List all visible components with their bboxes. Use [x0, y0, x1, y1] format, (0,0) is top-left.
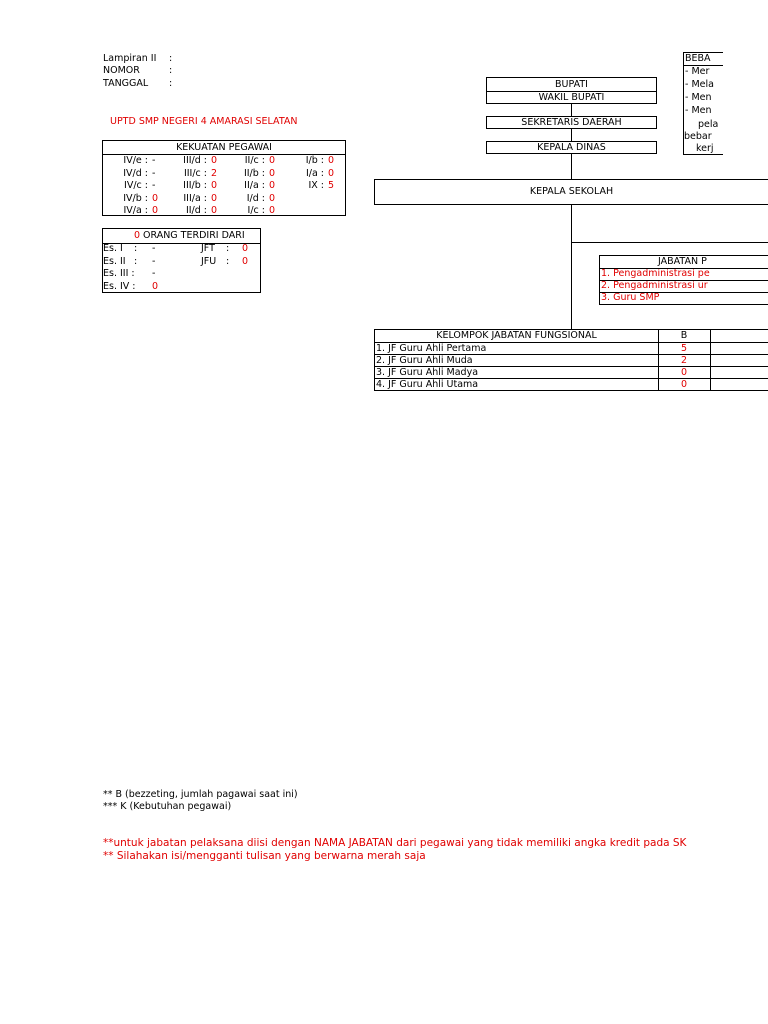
- kekuatan-grade-label: III/a :: [183, 192, 207, 204]
- bupati-box: [486, 77, 657, 104]
- orang-es-colon: :: [134, 243, 138, 254]
- orang-table: [102, 228, 261, 293]
- kekuatan-grade-label: IV/d :: [123, 167, 148, 179]
- fungsional-row-name: 2. JF Guru Ahli Muda: [376, 355, 473, 366]
- fungsional-row-name: 4. JF Guru Ahli Utama: [376, 379, 479, 390]
- kekuatan-grade-value: 0: [269, 180, 276, 191]
- jft-colon: :: [226, 243, 230, 254]
- orang-es-value: -: [152, 243, 156, 254]
- unit-name: UPTD SMP NEGERI 4 AMARASI SELATAN: [110, 116, 298, 127]
- kekuatan-grade-label: I/b :: [305, 155, 324, 166]
- connector-sekda-kadis: [571, 129, 572, 141]
- orang-es-label: Es. II: [103, 255, 126, 267]
- fungsional-row-b-value: 0: [681, 379, 688, 390]
- kekuatan-grade-value: 0: [211, 192, 218, 204]
- kekuatan-grade-label: IX :: [308, 180, 324, 191]
- kekuatan-title: KEKUATAN PEGAWAI: [103, 141, 345, 155]
- beban-line-3: - Men: [685, 92, 712, 103]
- kekuatan-grade-value: 0: [328, 167, 335, 179]
- kekuatan-grade-value: 0: [269, 155, 276, 166]
- kekuatan-grade-value: 0: [211, 155, 218, 166]
- beban-title: BEBA: [684, 53, 723, 66]
- fungsional-row: [375, 366, 768, 378]
- kekuatan-grade-value: 2: [211, 167, 218, 179]
- orang-es-label: Es. III :: [103, 268, 135, 279]
- jfu-colon: :: [226, 256, 230, 267]
- orang-es-value: -: [152, 268, 156, 279]
- orang-es-label: Es. IV :: [103, 280, 136, 292]
- kekuatan-grade-label: IV/b :: [123, 192, 148, 204]
- kekuatan-grade-label: I/a :: [305, 167, 324, 179]
- beban-line-2: - Mela: [685, 79, 714, 90]
- kekuatan-grade-label: I/c :: [247, 205, 265, 216]
- kekuatan-grade-label: IV/e :: [123, 155, 148, 166]
- orang-es-label: Es. I: [103, 243, 123, 254]
- beban-line-4: - Men: [685, 105, 712, 116]
- kekuatan-grade-value: -: [152, 167, 156, 179]
- connector-kepsek-pelaksana: [571, 242, 768, 243]
- kepala-sekolah-label: KEPALA SEKOLAH: [529, 186, 614, 197]
- orang-count: 0: [134, 230, 141, 241]
- fungsional-row-name: 3. JF Guru Ahli Madya: [376, 367, 479, 378]
- kekuatan-grade-value: -: [152, 155, 156, 166]
- wakil-bupati-label: WAKIL BUPATI: [538, 92, 605, 103]
- kepala-dinas-label: KEPALA DINAS: [537, 142, 606, 153]
- connector-bupati-sekda: [571, 104, 572, 116]
- kekuatan-grade-label: I/d :: [246, 192, 265, 204]
- orang-es-value: 0: [152, 280, 159, 292]
- kekuatan-grade-value: 0: [211, 205, 218, 216]
- kekuatan-grade-value: 0: [269, 205, 276, 216]
- kekuatan-grade-value: 0: [328, 155, 335, 166]
- orang-es-colon: :: [134, 255, 138, 267]
- note-red-2: ** Silahakan isi/mengganti tulisan yang berwarna merah saja: [103, 850, 426, 862]
- kekuatan-grade-value: 0: [269, 192, 276, 204]
- beban-line-7: kerj: [696, 143, 714, 154]
- connector-kepsek-down: [571, 205, 572, 329]
- fungsional-row-b-value: 0: [681, 367, 688, 378]
- note-b: ** B (bezzeting, jumlah pagawai saat ini): [103, 789, 298, 800]
- sekretaris-label: SEKRETARIS DAERAH: [521, 117, 622, 128]
- beban-line-5: pela: [698, 119, 719, 130]
- jfu-label: JFU: [201, 256, 217, 267]
- jfu-value: 0: [242, 256, 249, 267]
- kekuatan-grade-value: 0: [211, 180, 218, 191]
- nomor-colon: :: [169, 65, 173, 76]
- kekuatan-grade-value: 0: [152, 192, 159, 204]
- note-k: *** K (Kebutuhan pegawai): [103, 801, 232, 812]
- kekuatan-grade-value: 5: [328, 180, 335, 191]
- nomor-label: NOMOR: [103, 65, 140, 76]
- fungsional-row: [375, 342, 768, 354]
- lampiran-colon: :: [169, 53, 173, 64]
- beban-box: [683, 52, 723, 155]
- connector-kadis-kepsek: [571, 154, 572, 179]
- orang-es-value: -: [152, 255, 156, 267]
- fungsional-col-b: B: [680, 330, 688, 341]
- kekuatan-grade-label: II/d :: [185, 205, 207, 216]
- kekuatan-grade-label: II/b :: [243, 167, 265, 179]
- jabatan-pelaksana-table: [599, 255, 768, 305]
- orang-title: ORANG TERDIRI DARI: [143, 230, 245, 241]
- kekuatan-grade-value: -: [152, 180, 156, 191]
- orang-header: [103, 229, 260, 244]
- fungsional-table: [374, 329, 768, 391]
- jabatan-pelaksana-item-3: 3. Guru SMP: [600, 292, 768, 303]
- jft-value: 0: [242, 243, 249, 254]
- jabatan-pelaksana-item-2: 2. Pengadministrasi ur: [600, 280, 768, 291]
- lampiran-label: Lampiran II: [103, 53, 157, 64]
- kekuatan-grade-label: II/c :: [244, 155, 265, 166]
- fungsional-row-b-value: 5: [681, 343, 688, 354]
- beban-line-6: bebar: [684, 131, 712, 142]
- kekuatan-grade-label: IV/a :: [123, 205, 148, 216]
- note-red-1: **untuk jabatan pelaksana diisi dengan NAMA JABATAN dari pegawai yang tidak memiliki angka kredit pada SK: [103, 837, 687, 849]
- sekretaris-box: [486, 116, 657, 129]
- fungsional-row: [375, 354, 768, 366]
- kekuatan-pegawai-table: [102, 140, 346, 216]
- fungsional-title: KELOMPOK JABATAN FUNGSIONAL: [436, 330, 597, 341]
- beban-line-1: - Mer: [685, 66, 710, 77]
- kekuatan-grade-label: III/d :: [183, 155, 207, 166]
- jabatan-pelaksana-title: JABATAN P: [658, 256, 707, 267]
- kekuatan-grade-label: II/a :: [244, 180, 265, 191]
- kekuatan-grade-label: III/b :: [183, 180, 207, 191]
- tanggal-label: TANGGAL: [103, 78, 149, 89]
- bupati-label: BUPATI: [487, 78, 656, 92]
- kekuatan-grade-value: 0: [152, 205, 159, 216]
- fungsional-row: [375, 378, 768, 390]
- kekuatan-grade-label: IV/c :: [124, 180, 148, 191]
- jft-label: JFT: [201, 243, 215, 254]
- kepala-sekolah-box: [374, 179, 768, 205]
- jabatan-pelaksana-item-1: 1. Pengadministrasi pe: [600, 268, 768, 279]
- kepala-dinas-box: [486, 141, 657, 154]
- kekuatan-grade-label: III/c :: [183, 167, 207, 179]
- fungsional-row-b-value: 2: [681, 355, 688, 366]
- kekuatan-grade-value: 0: [269, 167, 276, 179]
- fungsional-row-name: 1. JF Guru Ahli Pertama: [376, 343, 487, 354]
- tanggal-colon: :: [169, 78, 173, 89]
